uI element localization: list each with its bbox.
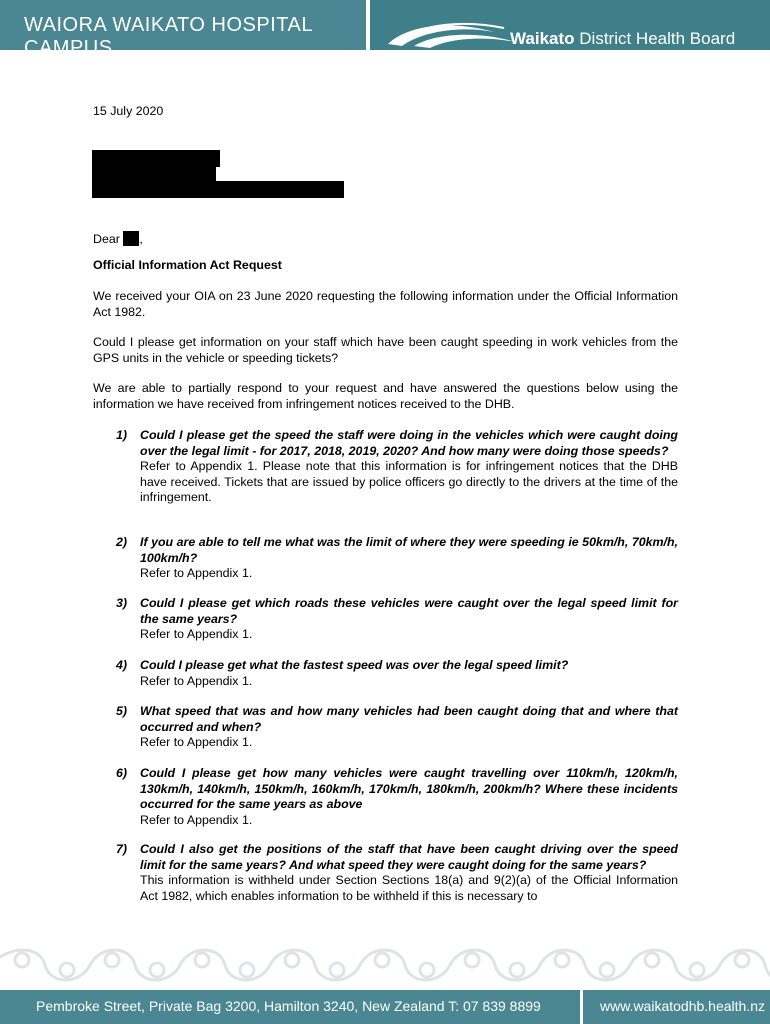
- question-number: 1): [116, 428, 128, 442]
- dhb-name: [510, 29, 735, 49]
- footer-divider: [580, 990, 583, 1024]
- footer-website: www.waikatodhb.health.nz: [600, 998, 765, 1014]
- salutation: [93, 228, 678, 248]
- answer-text: Refer to Appendix 1.: [140, 673, 253, 688]
- campus-banner: [0, 0, 366, 59]
- question-number: 4): [116, 658, 128, 672]
- question-number: 6): [116, 766, 128, 780]
- dhb-name-bold: Waikato: [510, 29, 575, 48]
- question-item-1: [116, 428, 678, 506]
- dhb-name-rest: District Health Board: [574, 29, 736, 48]
- koru-pattern-border: [0, 940, 770, 990]
- paragraph-request-quote: Could I please get information on your staff which have been caught speeding in work vehicles from the GPS units in the vehicle or speeding tickets?: [93, 335, 678, 365]
- question-number: 2): [116, 535, 128, 549]
- letter-heading: Official Information Act Request: [93, 258, 282, 272]
- question-item-5: [116, 704, 678, 751]
- salutation-comma: ,: [139, 232, 143, 246]
- question-text: Could I please get what the fastest speed was over the legal speed limit?: [140, 658, 569, 672]
- answer-text: This information is withheld under Section Sections 18(a) and 9(2)(a) of the Official Information Act 1982, which enables information to be withheld if this is necessary to: [140, 873, 678, 903]
- question-text: Could I also get the positions of the staff that have been caught driving over the speed limit for the same years? And what speed they were caught doing for the same years?: [140, 842, 678, 872]
- question-text: What speed that was and how many vehicles had been caught doing that and where that occurred and when?: [140, 704, 678, 734]
- campus-title: WAIORA WAIKATO HOSPITAL CAMPUS: [24, 14, 313, 59]
- salutation-text: Dear: [93, 232, 120, 246]
- redacted-recipient-name: [123, 231, 139, 246]
- question-number: 3): [116, 596, 128, 610]
- answer-text: Refer to Appendix 1.: [140, 812, 253, 827]
- answer-text: Refer to Appendix 1.: [140, 627, 253, 641]
- answer-text: Refer to Appendix 1.: [140, 566, 253, 580]
- question-text: Could I please get which roads these vehicles were caught over the legal speed limit for the same years?: [140, 596, 678, 626]
- redacted-address-line-3: [92, 181, 344, 198]
- redacted-address-line-1: [92, 150, 220, 167]
- dhb-banner: [370, 0, 770, 50]
- footer-address: Pembroke Street, Private Bag 3200, Hamilton 3240, New Zealand T: 07 839 8899: [36, 998, 541, 1014]
- question-item-3: [116, 596, 678, 643]
- answer-text: Refer to Appendix 1. Please note that this information is for infringement notices that the DHB have received. Tickets that are issued by police officers go directly to the drivers at the time of the infringement.: [140, 459, 678, 504]
- question-text: Could I please get how many vehicles were caught travelling over 110km/h, 120km/h, 130km/h, 140km/h, 150km/h, 160km/h, 170km/h, 180km/h, 200km/h? Where these incidents occurred for the same years as above: [140, 766, 678, 811]
- redacted-address-line-2: [92, 166, 216, 182]
- question-item-2: [116, 535, 678, 582]
- question-number: 5): [116, 704, 128, 718]
- question-text: Could I please get the speed the staff were doing in the vehicles which were caught doing over the legal limit - for 2017, 2018, 2019, 2020? And how many were doing those speeds?: [140, 428, 678, 458]
- question-text: If you are able to tell me what was the limit of where they were speeding ie 50km/h, 70km/h, 100km/h?: [140, 535, 678, 565]
- question-number: 7): [116, 842, 128, 856]
- question-item-6: [116, 766, 678, 828]
- letterhead-footer: [0, 990, 770, 1024]
- paragraph-received: We received your OIA on 23 June 2020 requesting the following information under the Official Information Act 1982.: [93, 289, 678, 319]
- answer-text: Refer to Appendix 1.: [140, 735, 253, 749]
- letter-date: 15 July 2020: [93, 104, 164, 118]
- question-item-4: [116, 658, 678, 689]
- paragraph-partial-response: We are able to partially respond to your request and have answered the questions below using the information we have received from infringement notices received to the DHB.: [93, 381, 678, 411]
- question-item-7: [116, 842, 678, 904]
- letterhead-banner: [0, 0, 770, 59]
